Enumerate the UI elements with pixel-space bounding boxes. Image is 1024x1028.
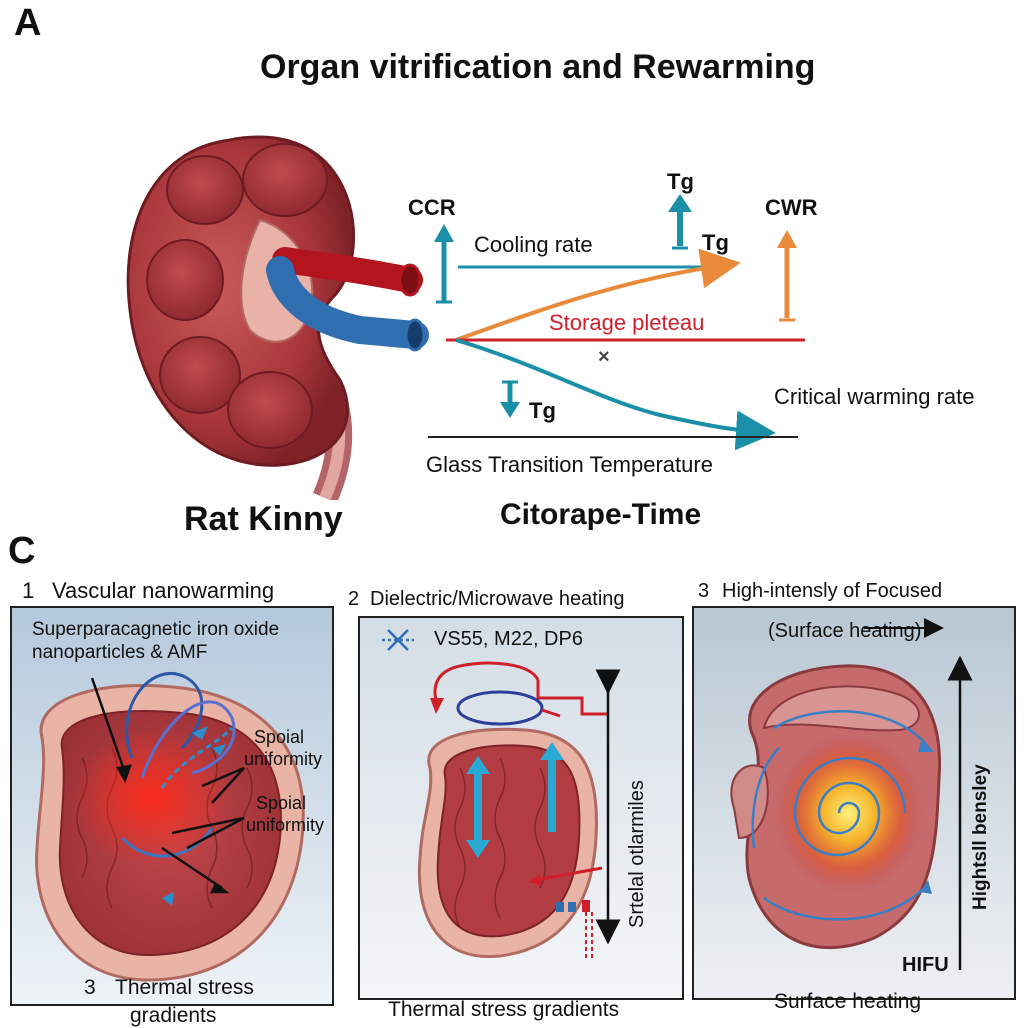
sub2-header: Dielectric/Microwave heating: [370, 588, 625, 610]
sub2-vertical-label: Srtelal otlarmiles: [626, 780, 648, 928]
cwr-label: CWR: [765, 195, 818, 220]
sub1-annotation-1: [244, 726, 322, 770]
panel-c: [0, 530, 1024, 1027]
tg-right-label: Tg: [702, 230, 729, 255]
sub3-header-num: 3: [698, 580, 710, 602]
sub1-caption-num: 3: [84, 976, 96, 999]
cross-mark: ×: [598, 346, 610, 368]
cwr-arrow: [777, 230, 797, 320]
sub3-caption: Surface heating: [774, 990, 922, 1013]
tg-up-arrow: [668, 194, 692, 248]
critical-warming-label: Critical warming rate: [774, 384, 975, 409]
sub2-header-num: 2: [348, 588, 360, 610]
sub3-box: [692, 606, 1016, 1000]
ccr-label: CCR: [408, 195, 456, 220]
sub1-annotation-2: [246, 792, 324, 836]
tg-bottom-label: Tg: [529, 398, 556, 423]
sub1-header: Vascular nanowarming: [52, 578, 275, 603]
sub1-header-num: 1: [22, 578, 35, 603]
sub3-illustration: [694, 608, 1014, 998]
cooling-rate-label: Cooling rate: [474, 232, 593, 257]
glass-transition-label: Glass Transition Temperature: [426, 452, 713, 477]
panel-a-title: Organ vitrification and Rewarming: [260, 48, 816, 86]
sub1-desc-line2: nanoparticles & AMF: [32, 642, 208, 663]
ann2-line1: Spoial: [256, 793, 307, 813]
storage-label: Storage pleteau: [549, 310, 705, 335]
sub1-box: [10, 606, 334, 1006]
ann1-line1: Spoial: [254, 727, 305, 747]
sub1-caption-line2: gradients: [130, 1004, 217, 1027]
sub3-sub-header: (Surface heating): [768, 620, 922, 642]
heating-zone: [72, 728, 232, 868]
sub1-caption-line1: Thermal stress: [115, 976, 254, 999]
ann2-line2: uniformity: [246, 815, 325, 835]
kidney-illustration: [110, 120, 450, 500]
x-axis-label: Citorape-Time: [500, 498, 702, 531]
panel-c-letter: C: [8, 530, 36, 572]
sub2-caption: Thermal stress gradients: [388, 998, 620, 1021]
sub3-header: High-intensly of Focused: [722, 580, 943, 602]
ccr-arrow: [434, 224, 454, 302]
sub3-vertical-label: Hightsll bensley: [970, 764, 991, 910]
sub2-solutions: VS55, M22, DP6: [434, 628, 583, 650]
tg-top-label: Tg: [667, 169, 694, 194]
sub2-box: [358, 616, 684, 1000]
sub1-desc-line1: Superparacagnetic iron oxide: [32, 619, 280, 640]
organ-label: Rat Kinny: [184, 500, 343, 538]
panel-a-letter: A: [14, 2, 42, 44]
sub1-description: [32, 618, 279, 664]
hifu-label: HIFU: [902, 954, 949, 976]
ann1-line2: uniformity: [244, 749, 323, 769]
antenna-coil: [458, 692, 542, 724]
tg-down-arrow: [500, 382, 520, 418]
solution-icon: [382, 630, 414, 650]
